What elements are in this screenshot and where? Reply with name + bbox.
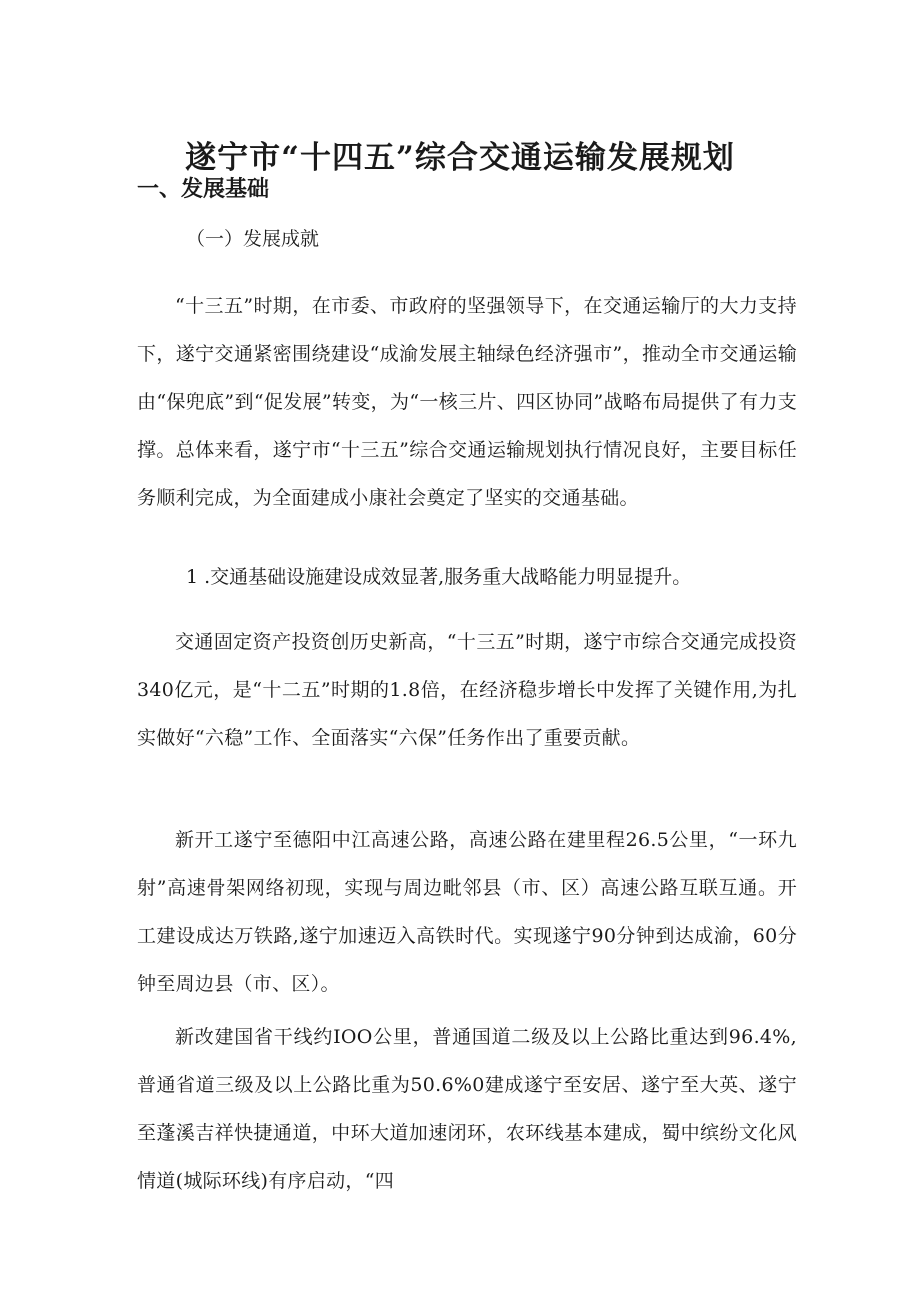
subsection-heading: （一）发展成就 [186, 228, 320, 250]
body-paragraph-1: “十三五”时期，在市委、市政府的坚强领导下，在交通运输厅的大力支持下，遂宁交通紧密围绕建设“成渝发展主轴绿色经济强市”，推动全市交通运输由“保兜底”到“促发展”转变，为“一核三片、四区协同”战略布局提供了有力支撑。总体来看，遂宁市“十三五”综合交通运输规划执行情况良好，主要目标任务顺利完成，为全面建成小康社会奠定了坚实的交通基础。 [137, 295, 797, 509]
body-paragraph-4: 新改建国省干线约IOO公里，普通国道二级及以上公路比重达到96.4%,普通省道三级及以上公路比重为50.6%0建成遂宁至安居、遂宁至大英、遂宁至蓬溪吉祥快捷通道，中环大道加速闭环，农环线基本建成，蜀中缤纷文化风情道(城际环线)有序启动，“四 [137, 1026, 797, 1192]
item-heading-1: 1 .交通基础设施建设成效显著,服务重大战略能力明显提升。 [186, 566, 692, 588]
document-title: 遂宁市“十四五”综合交通运输发展规划 [185, 139, 735, 176]
section-heading: 一、发展基础 [137, 177, 270, 202]
body-paragraph-2: 交通固定资产投资创历史新高，“十三五”时期，遂宁市综合交通完成投资340亿元，是“十二五”时期的1.8倍，在经济稳步增长中发挥了关键作用,为扎实做好“六稳”工作、全面落实“六保”任务作出了重要贡献。 [137, 631, 797, 749]
body-paragraph-3: 新开工遂宁至德阳中江高速公路，高速公路在建里程26.5公里，“一环九射”高速骨架网络初现，实现与周边毗邻县（市、区）高速公路互联互通。开工建设成达万铁路,遂宁加速迈入高铁时代。实现遂宁90分钟到达成渝，60分钟至周边县（市、区）。 [137, 829, 797, 995]
